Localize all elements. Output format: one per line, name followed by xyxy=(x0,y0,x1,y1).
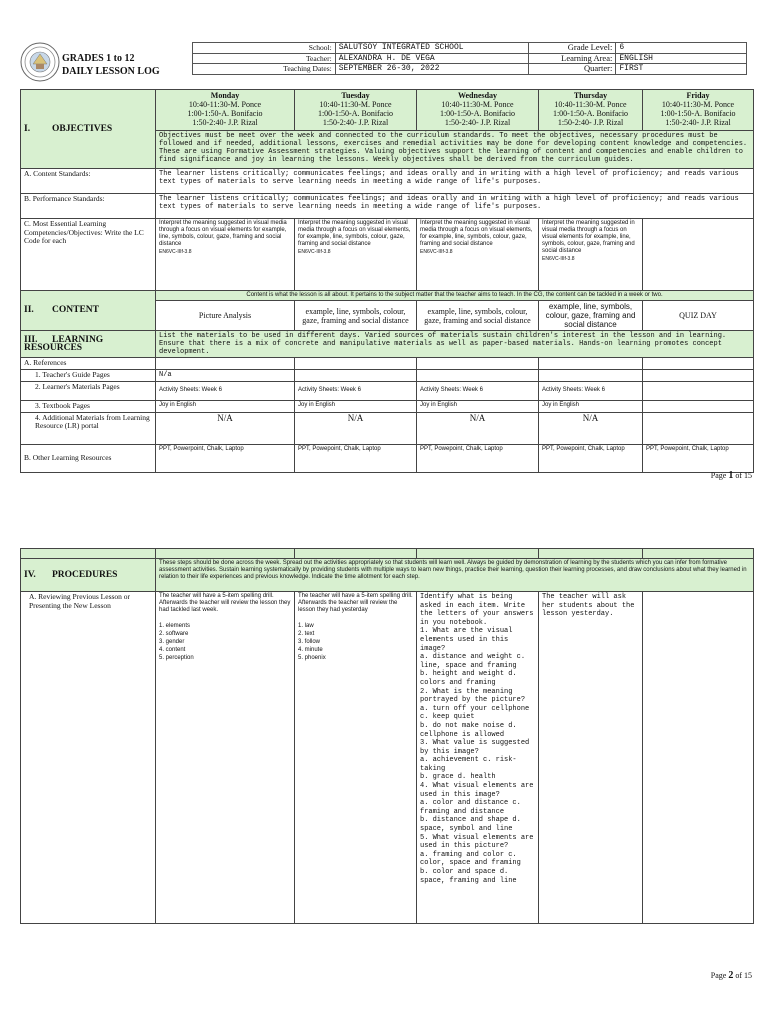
tb-wednesday: Joy in English xyxy=(417,400,539,412)
lm-monday: Activity Sheets: Week 6 xyxy=(156,381,295,400)
performance-standards-label: B. Performance Standards: xyxy=(21,194,156,219)
objectives-num: I. xyxy=(24,123,31,134)
resources-description: List the materials to be used in different days. Varied sources of materials sustain children's interest in the lesson and in learning. Ensure that there is a mix of concrete and manipulative materials as well as paper-based materials. Hands-on learning promotes concept development. xyxy=(156,331,754,358)
review-thursday: The teacher will ask her students about the lesson yesterday. xyxy=(539,592,643,924)
melc-thursday: Interpret the meaning suggested in visual media through a focus on visual elements for example, line, symbols, colour, gaze, framing and social distance EN6VC-IIIf-3.8 xyxy=(539,219,643,291)
tb-tuesday: Joy in English xyxy=(295,400,417,412)
review-monday-intro: The teacher will have a 5-item spelling drill. Afterwards the teacher will review the lesson they had tackled last week. xyxy=(159,593,291,613)
lesson-grid xyxy=(20,89,754,473)
area-value: ENGLISH xyxy=(616,53,747,64)
objectives-title: OBJECTIVES xyxy=(52,123,113,134)
resources-num: III. xyxy=(24,334,38,345)
review-tuesday xyxy=(295,592,417,924)
school-label: School: xyxy=(193,43,336,54)
list-item: 4. content xyxy=(159,647,186,653)
quarter-value: FIRST xyxy=(616,64,747,75)
references-label: A. References xyxy=(21,358,156,370)
list-item: 1. law xyxy=(298,623,314,629)
page-number-1: Page 1 of 15 xyxy=(710,470,752,481)
lm-thursday: Activity Sheets: Week 6 xyxy=(539,381,643,400)
dates-label: Teaching Dates: xyxy=(193,64,336,75)
list-item: 4. minute xyxy=(298,647,323,653)
content-heading xyxy=(21,291,156,331)
melc-friday xyxy=(643,219,754,291)
header xyxy=(20,42,747,82)
spelling-list-tuesday xyxy=(298,622,413,662)
title-line-2: DAILY LESSON LOG xyxy=(62,66,160,77)
grade-value: 6 xyxy=(616,43,747,54)
lm-label: 2. Learner's Materials Pages xyxy=(21,381,156,400)
teacher-label: Teacher: xyxy=(193,53,336,64)
review-wednesday: Identify what is being asked in each item. Write the letters of your answers in you notebook. 1. What are the visual elements used in this image? a. distance and weight c. line, space and framing b. height and weight d. colors and framing 2. What is the meaning portrayed by the picture? a. turn off your cellphone c. keep quiet b. do not make noise d. cellphone is allowed 3. What value is suggested by this image? a. achievement c. risk-taking b. grace d. health 4. What visual elements are used in this image? a. color and distance c. framing and distance b. distance and shape d. space, symbol and line 5. What visual elements are used in this picture? a. framing and color c. color, space and framing b. color and space d. space, framing and line xyxy=(417,592,539,924)
info-table xyxy=(192,42,747,75)
content-monday: Picture Analysis xyxy=(156,301,295,331)
content-title: CONTENT xyxy=(52,305,99,316)
tb-label: 3. Textbook Pages xyxy=(21,400,156,412)
melc-label: C. Most Essential Learning Competencies/Objectives: Write the LC Code for each xyxy=(21,219,156,291)
tb-monday: Joy in English xyxy=(156,400,295,412)
day-wednesday: Wednesday 10:40-11:30-M. Ponce 1:00-1:50-A. Bonifacio 1:50-2:40- J.P. Rizal xyxy=(417,90,539,131)
deped-seal-icon xyxy=(20,42,60,82)
other-tuesday: PPT, Powepoint, Chalk, Laptop xyxy=(295,444,417,472)
content-standards-label: A. Content Standards: xyxy=(21,169,156,194)
other-resources-label: B. Other Learning Resources xyxy=(21,444,156,472)
add-tuesday: N/A xyxy=(295,412,417,444)
procedures-title: PROCEDURES xyxy=(52,569,118,580)
page-1 xyxy=(0,0,768,500)
add-thursday: N/A xyxy=(539,412,643,444)
melc-wednesday: Interpret the meaning suggested in visual media through a focus on visual elements, for example, line, symbols, colour, gaze, framing and social distance EN6VC-IIIf-3.8 xyxy=(417,219,539,291)
title-line-1: GRADES 1 to 12 xyxy=(62,53,135,64)
procedures-description: These steps should be done across the week. Spread out the activities appropriately so that students will learn well. Always be guided by demonstration of learning by the students which you can infer from formative assessment activities. Sustain learning systematically by providing students with multiple ways to learn new things, practice their learning, question their learning processes, and draw conclusions about what they learned in relation to their life experiences and previous knowledge. Indicate the time allotment for each step. xyxy=(156,559,754,592)
dates-value: SEPTEMBER 26-30, 2022 xyxy=(335,64,528,75)
list-item: 2. software xyxy=(159,631,189,637)
review-friday xyxy=(643,592,754,924)
content-standards-text: The learner listens critically; communicates feelings; and ideas orally and in writing with a high level of proficiency; and reads various text types of materials to serve learning needs in meeting a wide range of life's purposes. xyxy=(156,169,754,194)
list-item: 1. elements xyxy=(159,623,191,629)
day-thursday: Thursday 10:40-11:30-M. Ponce 1:00-1:50-A. Bonifacio 1:50-2:40- J.P. Rizal xyxy=(539,90,643,131)
teacher-value: ALEXANDRA H. DE VEGA xyxy=(335,53,528,64)
other-monday: PPT, Powerpoint, Chalk, Laptop xyxy=(156,444,295,472)
content-thursday: example, line, symbols, colour, gaze, framing and social distance xyxy=(539,301,643,331)
content-note: Content is what the lesson is all about. It pertains to the subject matter that the teacher aims to teach. In the CG, the content can be tackled in a week or two. xyxy=(156,291,754,301)
grade-label: Grade Level: xyxy=(529,43,616,54)
review-lesson-label: A. Reviewing Previous Lesson or Presenting the New Lesson xyxy=(21,592,156,924)
other-thursday: PPT, Powepoint, Chalk, Laptop xyxy=(539,444,643,472)
review-monday xyxy=(156,592,295,924)
spelling-list-monday xyxy=(159,622,291,662)
procedures-grid xyxy=(20,548,754,924)
other-wednesday: PPT, Powepoint, Chalk, Laptop xyxy=(417,444,539,472)
list-item: 2. text xyxy=(298,631,315,637)
melc-tuesday: Interpret the meaning suggested in visual media through a focus on visual elements, for example, line, symbols, colour, gaze, framing and social distance EN6VC-IIIf-3.8 xyxy=(295,219,417,291)
lm-wednesday: Activity Sheets: Week 6 xyxy=(417,381,539,400)
day-monday: Monday 10:40-11:30-M. Ponce 1:00-1:50-A. Bonifacio 1:50-2:40- J.P. Rizal xyxy=(156,90,295,131)
list-item: 5. perception xyxy=(159,655,194,661)
list-item: 3. follow xyxy=(298,639,321,645)
list-item: 5. phoenix xyxy=(298,655,326,661)
performance-standards-text: The learner listens critically; communicates feelings; and ideas orally and in writing with a high level of proficiency; and reads various text types of materials to serve learning needs in meeting a wide range of life's purposes. xyxy=(156,194,754,219)
page-2 xyxy=(0,520,768,1024)
objectives-description: Objectives must be meet over the week and connected to the curriculum standards. To meet the objectives, necessary procedures must be followed and if needed, additional lessons, exercises and remedial activities may be done for developing content knowledge and competencies. These are using Formative Assessment strategies. Valuing objectives support the learning of content and competencies and enable children to find significance and joy in learning the lessons. Weekly objectives shall be derived from the curriculum guides. xyxy=(156,131,754,169)
melc-monday: Interpret the meaning suggested in visual media through a focus on visual elements for example, line, symbols, colour, gaze, framing and social distance EN6VC-IIIf-3.8 xyxy=(156,219,295,291)
lm-tuesday: Activity Sheets: Week 6 xyxy=(295,381,417,400)
resources-title: LEARNING RESOURCES xyxy=(24,334,104,353)
content-friday: QUIZ DAY xyxy=(643,301,754,331)
procedures-heading xyxy=(21,559,156,592)
objectives-heading xyxy=(21,90,156,169)
tg-label: 1. Teacher's Guide Pages xyxy=(21,369,156,381)
school-value: SALUTSOY INTEGRATED SCHOOL xyxy=(335,43,528,54)
tg-monday: N/a xyxy=(156,369,295,381)
area-label: Learning Area: xyxy=(529,53,616,64)
other-friday: PPT, Powepoint, Chalk, Laptop xyxy=(643,444,754,472)
list-item: 3. gender xyxy=(159,639,185,645)
content-wednesday: example, line, symbols, colour, gaze, framing and social distance xyxy=(417,301,539,331)
day-friday: Friday 10:40-11:30-M. Ponce 1:00-1:50-A. Bonifacio 1:50-2:40- J.P. Rizal xyxy=(643,90,754,131)
content-num: II. xyxy=(24,305,34,316)
document-title xyxy=(62,52,187,78)
review-tuesday-intro: The teacher will have a 5-item spelling drill. Afterwards the teacher will review the lesson they had yesterday xyxy=(298,593,413,613)
add-wednesday: N/A xyxy=(417,412,539,444)
content-tuesday: example, line, symbols, colour, gaze, framing and social distance xyxy=(295,301,417,331)
procedures-num: IV. xyxy=(24,569,36,580)
tb-thursday: Joy in English xyxy=(539,400,643,412)
page-number-2: Page 2 of 15 xyxy=(710,970,752,981)
resources-heading xyxy=(21,331,156,358)
additional-materials-label: 4. Additional Materials from Learning Resource (LR) portal xyxy=(21,412,156,444)
day-tuesday: Tuesday 10:40-11:30-M. Ponce 1:00-1:50-A. Bonifacio 1:50-2:40- J.P. Rizal xyxy=(295,90,417,131)
quarter-label: Quarter: xyxy=(529,64,616,75)
add-monday: N/A xyxy=(156,412,295,444)
